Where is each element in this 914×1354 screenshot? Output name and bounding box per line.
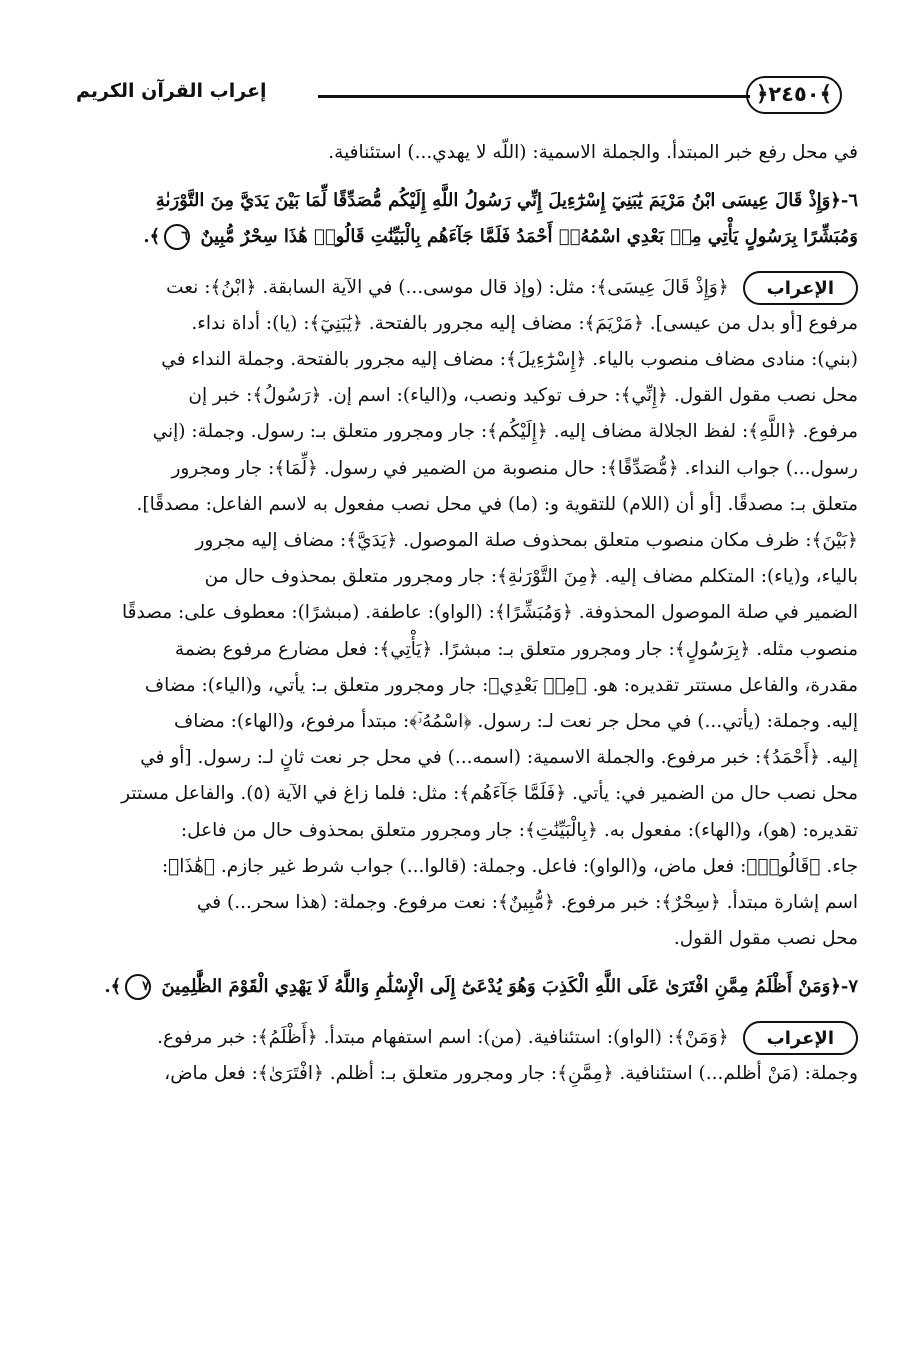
erab-label: الإعراب xyxy=(743,1021,858,1055)
erab-line: مقدرة، والفاعل مستتر تقديره: هو. ﴿مِنۢ بَعْدِي﴾: جار ومجرور متعلق بـ: يأتي، و(الياء): مضاف xyxy=(144,674,858,696)
verse-6-end: ﴾. xyxy=(143,226,161,248)
erab-label: الإعراب xyxy=(743,271,858,305)
erab-7 xyxy=(64,1020,858,1092)
erab-line: جاء. ﴿قَالُوا۟﴾: فعل ماض، و(الواو): فاعل. وجملة: (قالوا...) جواب شرط غير جازم. ﴿هَٰذَا﴾: xyxy=(161,855,858,877)
page-number: ﴿٢٤٥٠﴾ xyxy=(746,76,842,114)
page-body xyxy=(64,135,858,1092)
erab-6 xyxy=(64,270,858,958)
erab-line: مرفوع [أو بدل من عيسى]. ﴿مَرْيَمَ﴾: مضاف إليه مجرور بالفتحة. ﴿يَٰبَنِيٓ﴾: (يا): أداة نداء. xyxy=(191,312,858,334)
erab-line: إليه. ﴿أَحْمَدُ﴾: خبر مرفوع. والجملة الاسمية: (اسمه...) في محل جر نعت ثانٍ لـ: رسول. [أو في xyxy=(140,747,858,769)
erab-line: (بني): منادى مضاف منصوب بالياء. ﴿إِسْرَٰٓءِيلَ﴾: مضاف إليه مجرور بالفتحة. وجملة النداء في xyxy=(161,349,858,371)
erab-line: بالياء، و(ياء): المتكلم مضاف إليه. ﴿مِنَ التَّوْرَىٰةِ﴾: جار ومجرور متعلق بمحذوف حال من xyxy=(204,566,858,588)
erab-line: محل نصب مقول القول. xyxy=(673,928,858,950)
erab-line: منصوب مثله. ﴿بِرَسُولٍ﴾: جار ومجرور متعلق بـ: مبشرًا. ﴿يَأْتِي﴾: فعل مضارع مرفوع بضمة xyxy=(174,638,858,660)
erab-line: وجملة: (مَنْ أظلم...) استئنافية. ﴿مِمَّنِ﴾: جار ومجرور متعلق بـ: أظلم. ﴿افْتَرَىٰ﴾: فعل ماض، xyxy=(164,1062,858,1084)
erab-line: محل نصب مقول القول. ﴿إِنِّي﴾: حرف توكيد ونصب، و(الياء): اسم إن. ﴿رَسُولُ﴾: خبر إن xyxy=(188,385,858,407)
erab-line xyxy=(64,270,858,306)
erab-line: رسول...) جواب النداء. ﴿مُّصَدِّقًا﴾: حال منصوبة من الضمير في رسول. ﴿لِّمَا﴾: جار ومجرور xyxy=(171,457,858,479)
verse-6 xyxy=(64,183,858,255)
page-header xyxy=(64,70,854,120)
verse-6-line-2 xyxy=(64,219,858,255)
intro-line: في محل رفع خبر المبتدأ. والجملة الاسمية: (اللّه لا يهدي...) استئنافية. xyxy=(328,142,858,163)
erab-text: ﴿وَإِذْ قَالَ عِيسَى﴾: مثل: (وإذ قال موسى...) في الآية السابقة. ﴿ابْنُ﴾: نعت xyxy=(166,276,729,298)
verse-7-end: ﴾. xyxy=(104,976,122,998)
erab-line: متعلق بـ: مصدقًا. [أو أن (اللام) للتقوية و: (ما) في محل نصب مفعول به لاسم الفاعل: مصدقًا]. xyxy=(136,493,858,515)
erab-line: مرفوع. ﴿اللَّهِ﴾: لفظ الجلالة مضاف إليه. ﴿إِلَيْكُم﴾: جار ومجرور متعلق بـ: رسول. وجملة: (إني xyxy=(152,421,858,443)
erab-line: تقديره: (هو)، و(الهاء): مفعول به. ﴿بِالْبَيِّنَٰتِ﴾: جار ومجرور متعلق بمحذوف حال من فاعل: xyxy=(180,819,858,841)
verse-6-line-2-text: وَمُبَشِّرًا بِرَسُولٍ يَأْتِي مِنۢ بَعْدِي اسْمُهُۥٓ أَحْمَدُ فَلَمَّا جَآءَهُم بِالْبَيِّنَٰتِ قَالُوا۟ هَٰذَا سِحْرٌ مُّبِينٌ xyxy=(200,226,858,248)
erab-line: الضمير في صلة الموصول المحذوفة. ﴿وَمُبَشِّرًا﴾: (الواو): عاطفة. (مبشرًا): معطوف على: مصدقًا xyxy=(122,602,858,624)
erab-line: اسم إشارة مبتدأ. ﴿سِحْرٌ﴾: خبر مرفوع. ﴿مُّبِينٌ﴾: نعت مرفوع. وجملة: (هذا سحر...) في xyxy=(196,892,858,914)
verse-7-text: ٧-﴿وَمَنْ أَظْلَمُ مِمَّنِ افْتَرَىٰ عَلَى اللَّهِ الْكَذِبَ وَهُوَ يُدْعَىٰٓ إِلَى الْإِسْلَٰمِ وَاللَّهُ لَا يَهْدِي الْقَوْمَ الظَّٰلِمِينَ xyxy=(161,976,858,998)
verse-6-line-1: ٦-﴿وَإِذْ قَالَ عِيسَى ابْنُ مَرْيَمَ يَٰبَنِيٓ إِسْرَٰٓءِيلَ إِنِّي رَسُولُ اللَّهِ إِلَيْكُم مُّصَدِّقًا لِّمَا بَيْنَ يَدَيَّ مِنَ التَّوْرَىٰةِ xyxy=(155,190,858,212)
erab-text: ﴿وَمَنْ﴾: (الواو): استئنافية. (من): اسم استفهام مبتدأ. ﴿أَظْلَمُ﴾: خبر مرفوع. xyxy=(157,1026,729,1048)
ayah-number-7: ٧ xyxy=(125,974,151,1000)
erab-line xyxy=(64,1020,858,1056)
book-title: إعراب القرآن الكريم xyxy=(76,80,267,102)
verse-7 xyxy=(64,969,858,1005)
header-rule xyxy=(318,95,750,98)
ayah-number-6: ٦ xyxy=(164,224,190,250)
erab-line: محل نصب حال من الضمير في: يأتي. ﴿فَلَمَّا جَآءَهُم﴾: مثل: فلما زاغ في الآية (٥). والفاعل مستتر xyxy=(121,783,858,805)
erab-line: إليه. وجملة: (يأتي...) في محل جر نعت لـ: رسول. ﴿اسْمُهُۥٓ﴾: مبتدأ مرفوع، و(الهاء): مضاف xyxy=(174,711,858,733)
erab-line: ﴿بَيْنَ﴾: ظرف مكان منصوب متعلق بمحذوف صلة الموصول. ﴿يَدَيَّ﴾: مضاف إليه مجرور xyxy=(195,530,858,552)
